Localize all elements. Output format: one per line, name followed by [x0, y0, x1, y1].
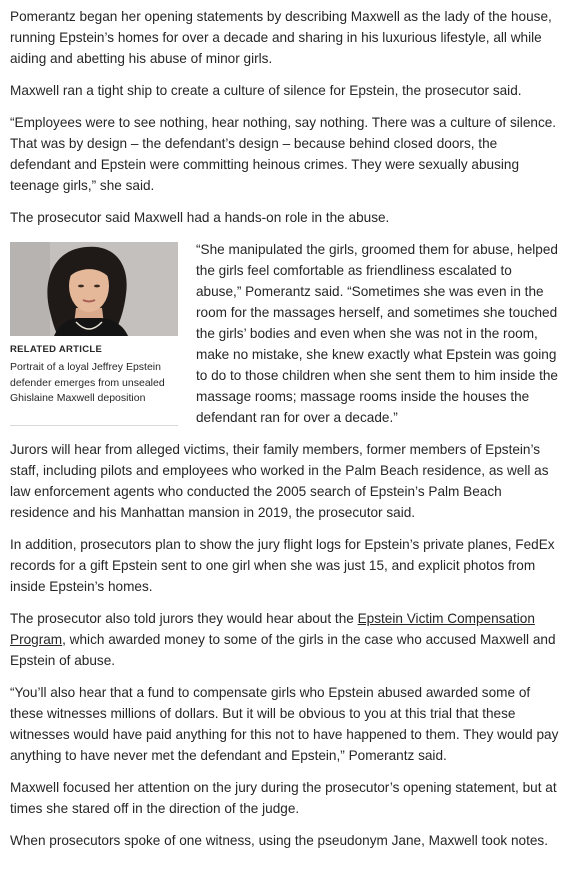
article-paragraph: Maxwell focused her attention on the jury during the prosecutor’s opening statement, but at times she stared off in the direction of the judge. — [10, 780, 557, 816]
article-paragraph: When prosecutors spoke of one witness, using the pseudonym Jane, Maxwell took notes. — [10, 833, 549, 848]
article-paragraph: “She manipulated the girls, groomed them for abuse, helped the girls feel comfortable as friendliness escalated to abuse,” Pomerantz said. “Sometimes she was even in the room for the massages herself, and sometimes she touched the girls’ bodies and even when she was not in the room, make no mistake, she knew exactly what Epstein was going to do to those children when she sent them to him inside the massage rooms; massage rooms inside the houses the defendant ran for over a decade.” — [196, 242, 558, 425]
article-paragraph: “Employees were to see nothing, hear nothing, say nothing. There was a culture of silence. That was by design – the defendant’s design – because behind closed doors, the defendant and Epstein were committing heinous crimes. They were sexually abusing teenage girls,” she said. — [10, 115, 557, 193]
article-paragraph: “You’ll also hear that a fund to compensate girls who Epstein abused awarded some of these witnesses millions of dollars. But it will be obvious to you at this trial that these witnesses would have paid anything for this not to have happened to them. They would pay anything to have never met the defendant and Epstein,” Pomerantz said. — [10, 685, 559, 763]
article-paragraph: Jurors will hear from alleged victims, their family members, former members of Epstein’s staff, including pilots and employees who worked in the Palm Beach residence, as well as law enforcement agents who conducted the 2005 search of Epstein’s Palm Beach residence and his Manhattan mansion in 2019, the prosecutor said. — [10, 442, 549, 520]
article-paragraph: Pomerantz began her opening statements by describing Maxwell as the lady of the house, running Epstein’s homes for over a decade and sharing in his luxurious lifestyle, all while aiding and abetting his abuse of minor girls. — [10, 9, 552, 66]
paragraph-text: , which awarded money to some of the girls in the case who accused Maxwell and Epstein of abuse. — [10, 632, 556, 668]
compensation-program-link[interactable]: Epstein Victim Compensation Program — [10, 611, 535, 647]
related-article-photo[interactable] — [10, 242, 178, 336]
related-article-label: RELATED ARTICLE — [10, 344, 103, 355]
article-paragraph — [10, 608, 560, 671]
article-paragraph: The prosecutor said Maxwell had a hands-on role in the abuse. — [10, 210, 390, 225]
related-article-link[interactable]: Portrait of a loyal Jeffrey Epstein defender emerges from unsealed Ghislaine Maxwell deposition — [10, 361, 165, 404]
article-paragraph: Maxwell ran a tight ship to create a culture of silence for Epstein, the prosecutor said. — [10, 83, 522, 98]
article-paragraph: In addition, prosecutors plan to show the jury flight logs for Epstein’s private planes, FedEx records for a gift Epstein sent to one girl when she was just 15, and explicit photos from inside Epstein’s homes. — [10, 537, 555, 594]
portrait-image — [10, 242, 178, 336]
paragraph-text: The prosecutor also told jurors they would hear about the — [10, 611, 358, 626]
related-article-card[interactable] — [10, 242, 178, 426]
